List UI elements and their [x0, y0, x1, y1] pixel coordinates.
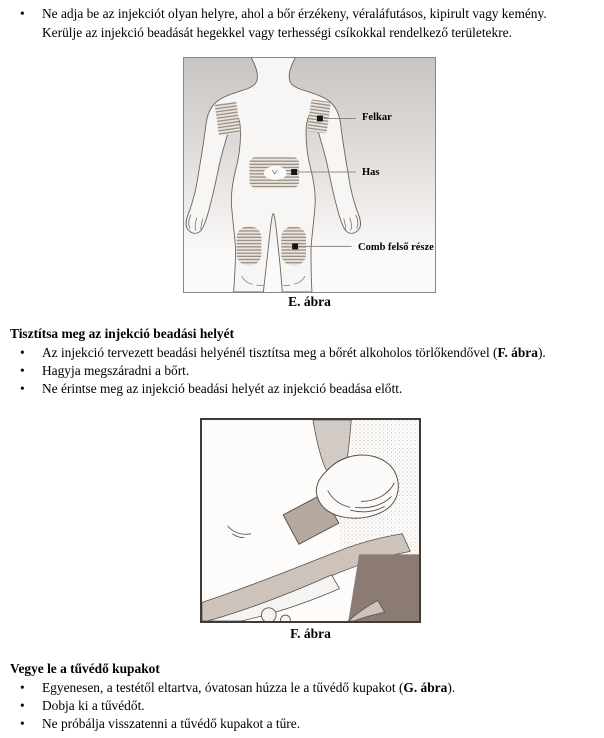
figure-e-caption: E. ábra [288, 294, 331, 309]
label-thigh: Comb felső része [358, 242, 434, 253]
figure-e-body-diagram [183, 57, 436, 293]
section-heading-clean-site: Tisztítsa meg az injekció beadási helyét [10, 326, 235, 341]
label-upper-arm: Felkar [362, 112, 392, 123]
bullet-text: Az injekció tervezett beadási helyénél tisztítsa meg a bőrét alkoholos törlőkendővel (F. ábra). [42, 345, 546, 360]
bullet-text: Dobja ki a tűvédőt. [42, 698, 145, 713]
bullet-marker: • [20, 680, 25, 695]
site-patch-left-thigh [237, 227, 262, 266]
bullet-text: Ne próbálja visszatenni a tűvédő kupakot a tűre. [42, 716, 301, 731]
bullet-marker: • [20, 363, 25, 378]
bullet-marker: • [20, 6, 25, 21]
bullet-marker: • [20, 345, 25, 360]
site-patch-left-arm [215, 101, 241, 135]
bullet-marker: • [20, 381, 25, 396]
label-abdomen: Has [362, 167, 380, 178]
body-diagram-illustration [184, 58, 435, 292]
bullet-text: Egyenesen, a testétől eltartva, óvatosan húzza le a tűvédő kupakot (G. ábra). [42, 680, 456, 695]
section-heading-remove-cap: Vegye le a tűvédő kupakot [10, 661, 160, 676]
wipe-illustration [202, 420, 419, 621]
bullet-marker: • [20, 698, 25, 713]
bullet-marker: • [20, 716, 25, 731]
bullet-text: Hagyja megszáradni a bőrt. [42, 363, 190, 378]
figure-f-wipe-illustration [200, 418, 421, 623]
intro-line-2: Kerülje az injekció beadását hegekkel vagy terhességi csíkokkal rendelkező területekre. [42, 24, 512, 40]
intro-line-1: Ne adja be az injekciót olyan helyre, ahol a bőr érzékeny, véraláfutásos, kipirult vagy kemény. [42, 6, 547, 21]
figure-f-caption: F. ábra [290, 626, 331, 641]
bullet-text: Ne érintse meg az injekció beadási helyét az injekció beadása előtt. [42, 381, 403, 396]
